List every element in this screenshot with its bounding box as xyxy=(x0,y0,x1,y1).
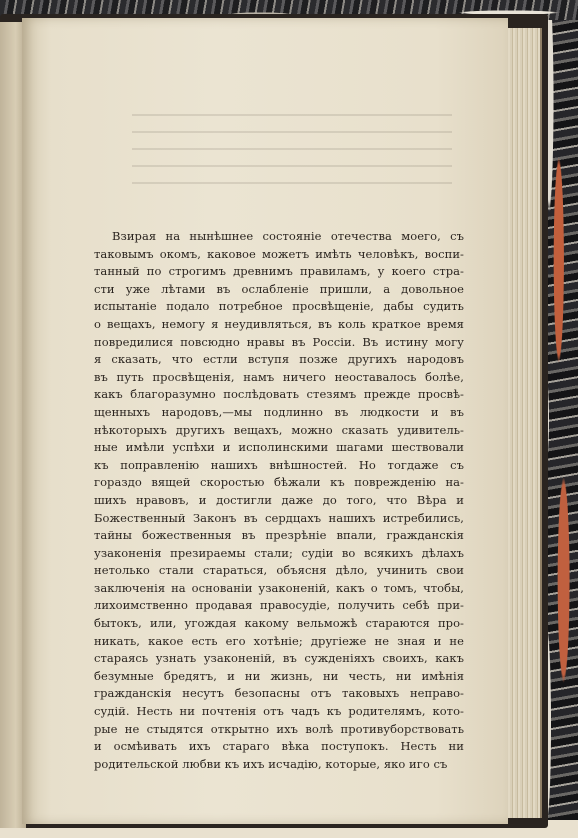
text-line: о вещахъ, немогу я неудивляться, въ коль краткое время xyxy=(94,316,464,331)
text-line: какъ благоразумно послѣдовать стезямъ прежде просвѣ- xyxy=(94,387,464,402)
text-line: шихъ нравовъ, и достигли даже до того, что Вѣра и xyxy=(94,492,464,507)
text-line: безумные бредятъ, и ни жизнь, ни честь, ни имѣнiя xyxy=(94,668,464,683)
text-line: стараясь узнать узаконенiй, въ сужденiяхъ своихъ, какъ xyxy=(94,651,464,666)
text-line: заключенiя на основанiи узаконенiй, какъ о томъ, чтобы, xyxy=(94,580,464,595)
text-line: нѣкоторыхъ другихъ вещахъ, можно сказать удивитель- xyxy=(94,422,464,437)
text-line: Взирая на нынѣшнее состоянiе отечества моего, съ xyxy=(112,229,464,243)
text-line: танный по строгимъ древнимъ правиламъ, у коего стра- xyxy=(94,264,464,279)
text-line: узаконенiя презираемы стали; судiи во всякихъ дѣлахъ xyxy=(94,545,464,560)
text-line: сти уже лѣтами въ ослабленiе пришли, а довольное xyxy=(94,281,464,296)
text-line: гражданскiя несутъ безопасны отъ таковыхъ неправо- xyxy=(94,686,464,701)
text-line: бытокъ, или, угождая какому вельможѣ стараются про- xyxy=(94,616,464,631)
text-line: повредилися повсюдно нравы въ Россiи. Въ истину могу xyxy=(94,334,464,349)
text-line: нетолько стали стараться, объясня дѣло, учинить свои xyxy=(94,563,464,578)
page-body-text xyxy=(94,228,464,773)
text-line: я сказать, что естли вступя позже другихъ народовъ xyxy=(94,352,464,367)
text-line: родительской любви къ ихъ исчадiю, которые, яко иго съ xyxy=(94,756,448,771)
show-through-text xyxy=(132,114,452,194)
text-line: испытанiе подало потребное просвѣщенiе, дабы судить xyxy=(94,299,464,314)
text-line: судiй. Несть ни почтенiя отъ чадъ къ родителямъ, кото- xyxy=(94,704,464,719)
text-line: тайны божественныя въ презрѣнiе впали, гражданскiя xyxy=(94,528,464,543)
text-line: къ поправленiю нашихъ внѣшностей. Но тогдаже съ xyxy=(94,457,464,472)
text-line: ные имѣли успѣхи и исполинскими шагами шествовали xyxy=(94,440,464,455)
text-line: рые не стыдятся открытно ихъ волѣ противуборствовать xyxy=(94,721,464,736)
text-line: лихоимственно продавая правосудiе, получить себѣ при- xyxy=(94,598,464,613)
book-page xyxy=(22,18,508,824)
text-line: гораздо вящей скоростью бѣжали къ поврежденiю на- xyxy=(94,475,464,490)
text-line: и осмѣивать ихъ стараго вѣка поступокъ. Несть ни xyxy=(94,739,464,754)
text-line: щенныхъ народовъ,—мы подлинно въ людкости и въ xyxy=(94,404,464,419)
text-line: таковымъ окомъ, каковое можетъ имѣть человѣкъ, воспи- xyxy=(94,246,464,261)
text-line: Божественный Законъ въ сердцахъ нашихъ истребились, xyxy=(94,510,464,525)
text-line: въ путь просвѣщенiя, намъ ничего неоставалось болѣе, xyxy=(94,369,464,384)
text-line: никать, какое есть его хотѣнiе; другiеже не зная и не xyxy=(94,633,464,648)
